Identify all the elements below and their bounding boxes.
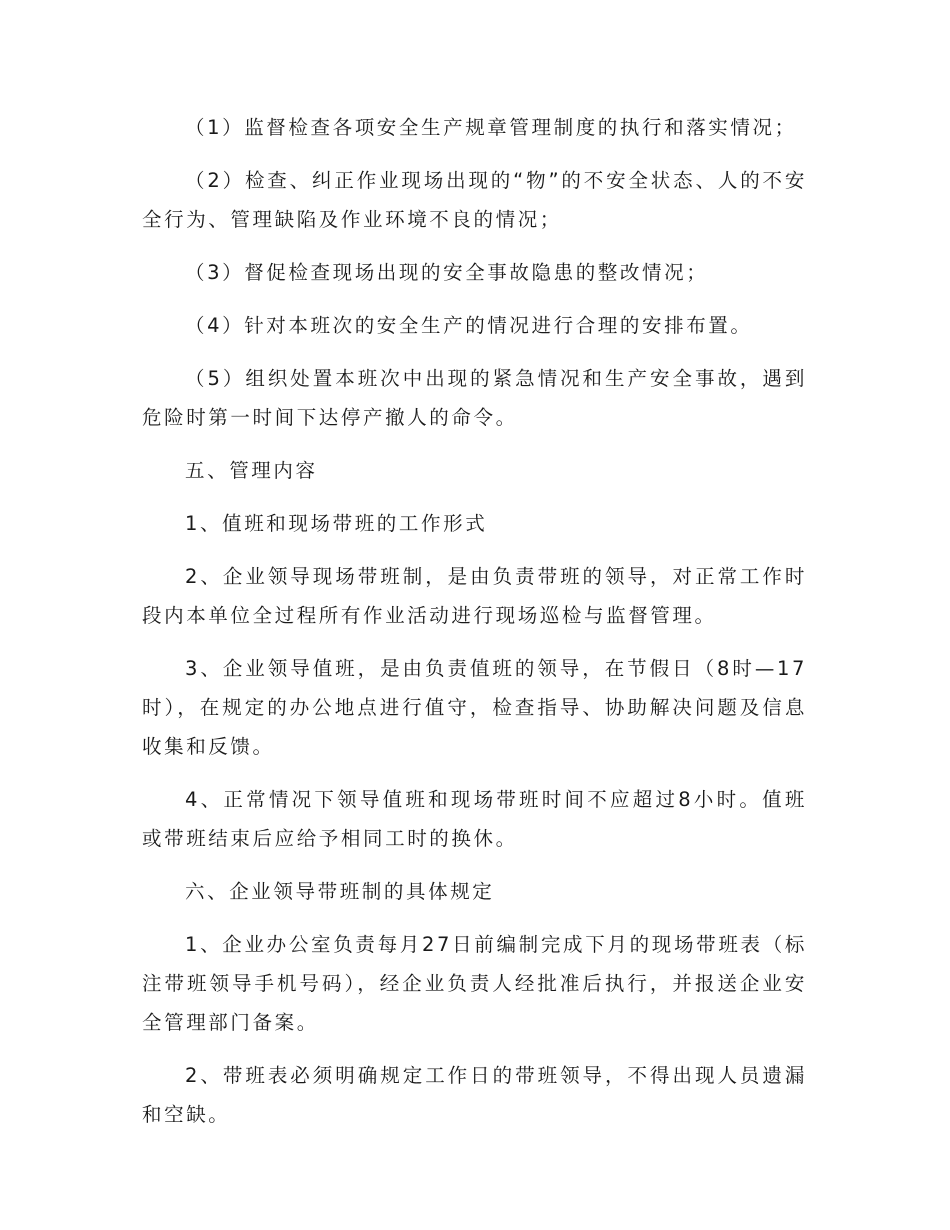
paragraph-schedule-requirements: 2、带班表必须明确规定工作日的带班领导，不得出现人员遗漏和空缺。 xyxy=(142,1064,807,1126)
paragraph-shift-arrangement: （4）针对本班次的安全生产的情况进行合理的安排布置。 xyxy=(185,314,753,337)
document-body xyxy=(142,108,807,1148)
paragraph-work-form: 1、值班和现场带班的工作形式 xyxy=(185,512,488,535)
paragraph-hazard-rectification: （3）督促检查现场出现的安全事故隐患的整改情况； xyxy=(185,261,709,284)
paragraph-supervise-rules: （1）监督检查各项安全生产规章管理制度的执行和落实情况； xyxy=(185,116,797,139)
paragraph-duty-hours: 4、正常情况下领导值班和现场带班时间不应超过8小时。值班或带班结束后应给予相同工时的换休。 xyxy=(142,788,807,850)
paragraph-schedule-preparation: 1、企业办公室负责每月27日前编制完成下月的现场带班表（标注带班领导手机号码），经企业负责人经批准后执行，并报送企业安全管理部门备案。 xyxy=(142,933,807,1034)
paragraph-emergency-handling: （5）组织处置本班次中出现的紧急情况和生产安全事故，遇到危险时第一时间下达停产撤人的命令。 xyxy=(142,367,807,429)
section-heading-specific-rules: 六、企业领导带班制的具体规定 xyxy=(185,880,495,903)
paragraph-onsite-leading-system: 2、企业领导现场带班制，是由负责带班的领导，对正常工作时段内本单位全过程所有作业活动进行现场巡检与监督管理。 xyxy=(142,565,807,627)
paragraph-leader-duty: 3、企业领导值班，是由负责值班的领导，在节假日（8时—17时），在规定的办公地点进行值守，检查指导、协助解决问题及信息收集和反馈。 xyxy=(142,657,807,758)
section-heading-management-content: 五、管理内容 xyxy=(185,459,318,482)
paragraph-inspect-correct: （2）检查、纠正作业现场出现的“物”的不安全状态、人的不安全行为、管理缺陷及作业环境不良的情况； xyxy=(142,169,807,231)
